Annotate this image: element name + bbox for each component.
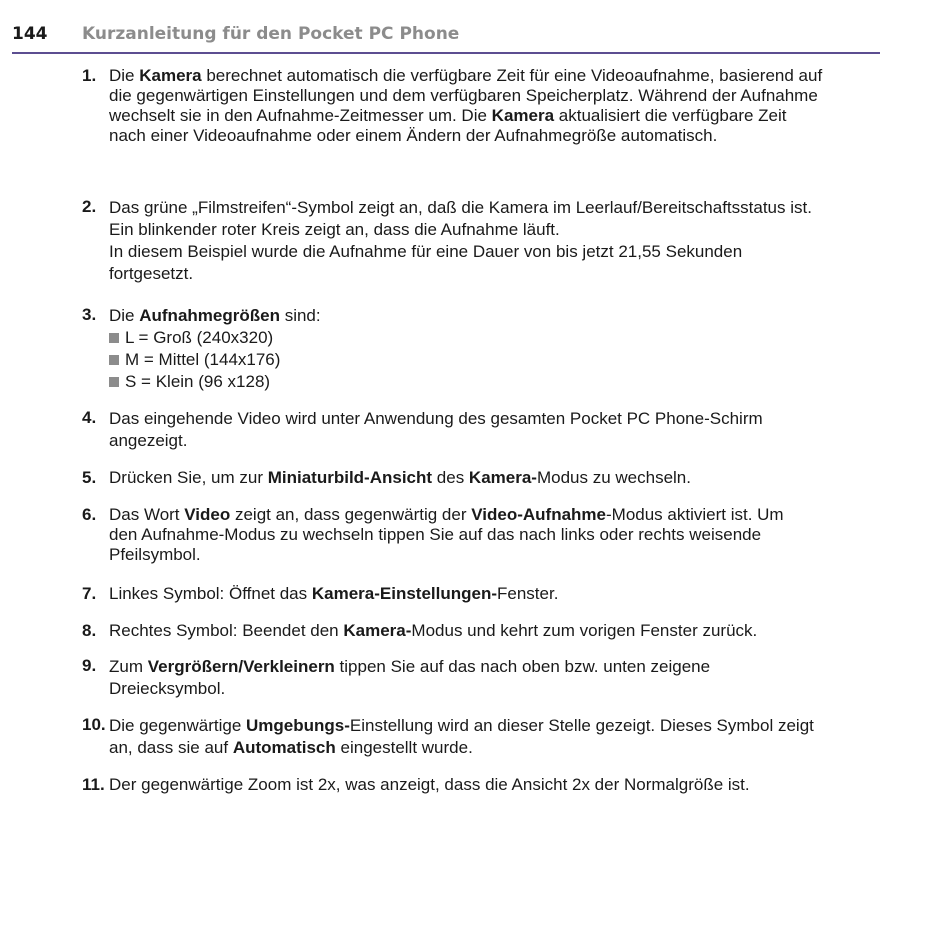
- text-run: Pfeilsymbol.: [109, 545, 201, 564]
- bold-text: Kamera-: [343, 621, 412, 640]
- text-line: [109, 678, 882, 700]
- text-line: [109, 349, 882, 371]
- text-run: an, dass sie auf: [109, 738, 233, 757]
- item-text: [109, 715, 882, 759]
- list-item-10: [82, 715, 882, 759]
- item-number: 9.: [82, 656, 97, 675]
- item-text: [109, 305, 882, 393]
- bold-text: Aufnahmegrößen: [139, 306, 280, 325]
- text-run: den Aufnahme-Modus zu wechseln tippen Sie auf das nach links oder rechts weisende: [109, 525, 762, 544]
- text-run: Einstellung wird an dieser Stelle gezeigt. Dieses Symbol zeigt: [349, 716, 814, 735]
- text-line: [109, 584, 882, 604]
- text-line: [109, 737, 882, 759]
- item-number: 3.: [82, 305, 97, 324]
- text-line: [109, 545, 882, 565]
- text-run: Ein blinkender roter Kreis zeigt an, dass die Aufnahme läuft.: [109, 220, 560, 239]
- text-run: Linkes Symbol: Öffnet das: [109, 584, 312, 603]
- list-item-7: [82, 584, 882, 604]
- text-line: [109, 241, 882, 263]
- text-line: [109, 371, 882, 393]
- item-number: 2.: [82, 197, 97, 216]
- text-line: [109, 106, 882, 126]
- text-run: Dreiecksymbol.: [109, 679, 226, 698]
- text-run: Das Wort: [109, 505, 185, 524]
- list-item-8: [82, 621, 882, 641]
- text-run: die gegenwärtigen Einstellungen und dem verfügbaren Speicherplatz. Während der Aufnahme: [109, 86, 818, 105]
- text-run: zeigt an, dass gegenwärtig der: [230, 505, 472, 524]
- text-line: [109, 263, 882, 285]
- item-number: 8.: [82, 621, 97, 640]
- item-number: 11.: [82, 775, 105, 794]
- text-run: berechnet automatisch die verfügbare Zeit für eine Videoaufnahme, basierend auf: [201, 66, 823, 85]
- text-run: fortgesetzt.: [109, 264, 194, 283]
- text-line: [109, 525, 882, 545]
- text-run: angezeigt.: [109, 431, 188, 450]
- square-bullet-icon: [109, 355, 119, 365]
- text-run: Das grüne „Filmstreifen“-Symbol zeigt an, daß die Kamera im Leerlauf/Bereitschaftsstatus ist.: [109, 198, 812, 217]
- list-item-9: [82, 656, 882, 700]
- text-line: [109, 430, 882, 452]
- item-number: 7.: [82, 584, 97, 603]
- bold-text: Video: [184, 505, 231, 524]
- text-run: Der gegenwärtige Zoom ist 2x, was anzeigt, dass die Ansicht 2x der Normalgröße ist.: [109, 775, 750, 794]
- text-run: eingestellt wurde.: [335, 738, 473, 757]
- text-line: [109, 86, 882, 106]
- text-run: Die gegenwärtige: [109, 716, 247, 735]
- text-line: [109, 219, 882, 241]
- text-line: [109, 468, 882, 488]
- square-bullet-icon: [109, 377, 119, 387]
- running-title: Kurzanleitung für den Pocket PC Phone: [82, 24, 460, 44]
- bold-text: Kamera-Einstellungen-: [311, 584, 498, 603]
- bold-text: Umgebungs-: [246, 716, 350, 735]
- text-run: Die: [109, 306, 140, 325]
- text-run: des: [432, 468, 469, 487]
- item-number: 6.: [82, 505, 97, 524]
- bold-text: Miniaturbild-Ansicht: [267, 468, 433, 487]
- item-text: [109, 505, 882, 565]
- item-text: [109, 775, 882, 795]
- text-line: [109, 327, 882, 349]
- bold-text: Kamera-: [468, 468, 537, 487]
- list-item-3: [82, 305, 882, 393]
- text-run: tippen Sie auf das nach oben bzw. unten zeigene: [334, 657, 711, 676]
- bold-text: Kamera: [491, 106, 555, 125]
- text-line: [109, 66, 882, 86]
- text-run: sind:: [279, 306, 321, 325]
- text-run: M = Mittel (144x176): [125, 350, 281, 369]
- item-number: 10.: [82, 715, 106, 734]
- bold-text: Automatisch: [232, 738, 336, 757]
- text-run: nach einer Videoaufnahme oder einem Ändern der Aufnahmegröße automatisch.: [109, 126, 718, 145]
- item-text: [109, 468, 882, 488]
- bold-text: Video-Aufnahme: [471, 505, 606, 524]
- text-run: Das eingehende Video wird unter Anwendung des gesamten Pocket PC Phone-Schirm: [109, 409, 763, 428]
- item-number: 4.: [82, 408, 97, 427]
- text-run: Modus zu wechseln.: [536, 468, 691, 487]
- text-run: Die: [109, 66, 140, 85]
- text-run: Drücken Sie, um zur: [109, 468, 268, 487]
- text-run: aktualisiert die verfügbare Zeit: [554, 106, 787, 125]
- page-header: [12, 22, 880, 54]
- item-text: [109, 408, 882, 452]
- item-text: [109, 656, 882, 700]
- item-text: [109, 197, 882, 285]
- square-bullet-icon: [109, 333, 119, 343]
- text-line: [109, 126, 882, 146]
- text-line: [109, 408, 882, 430]
- text-line: [109, 775, 882, 795]
- text-run: L = Groß (240x320): [125, 328, 274, 347]
- item-text: [109, 621, 882, 641]
- bold-text: Kamera: [139, 66, 202, 85]
- list-item-1: [82, 66, 882, 146]
- list-item-4: [82, 408, 882, 452]
- text-line: [109, 621, 882, 641]
- text-run: -Modus aktiviert ist. Um: [606, 505, 784, 524]
- item-text: [109, 584, 882, 604]
- text-line: [109, 197, 882, 219]
- text-run: Fenster.: [497, 584, 559, 603]
- text-run: Zum: [109, 657, 148, 676]
- text-run: S = Klein (96 x128): [125, 372, 271, 391]
- text-line: [109, 656, 882, 678]
- text-run: In diesem Beispiel wurde die Aufnahme für eine Dauer von bis jetzt 21,55 Sekunden: [109, 242, 743, 261]
- page-number: 144: [12, 24, 48, 44]
- text-run: Modus und kehrt zum vorigen Fenster zurück.: [411, 621, 758, 640]
- item-text: [109, 66, 882, 146]
- list-item-2: [82, 197, 882, 285]
- text-line: [109, 715, 882, 737]
- bold-text: Vergrößern/Verkleinern: [147, 657, 335, 676]
- text-run: wechselt sie in den Aufnahme-Zeitmesser um. Die: [109, 106, 492, 125]
- item-number: 1.: [82, 66, 97, 85]
- text-line: [109, 305, 882, 327]
- text-run: Rechtes Symbol: Beendet den: [109, 621, 344, 640]
- list-item-6: [82, 505, 882, 565]
- list-item-5: [82, 468, 882, 488]
- item-number: 5.: [82, 468, 97, 487]
- list-item-11: [82, 775, 882, 795]
- text-line: [109, 505, 882, 525]
